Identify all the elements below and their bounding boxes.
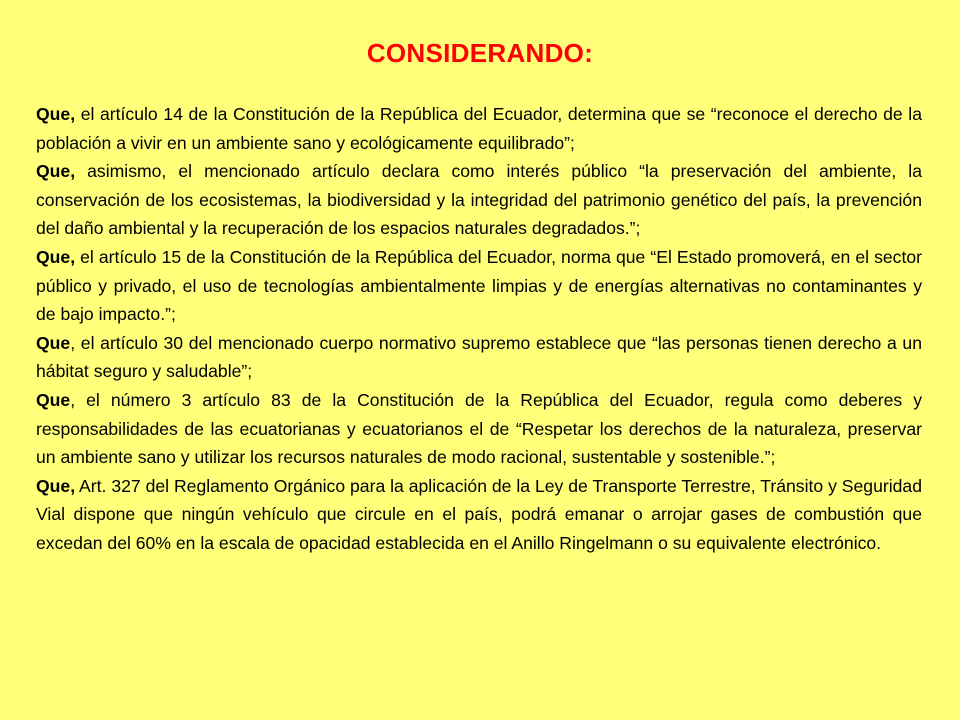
paragraph: [36, 386, 922, 472]
paragraph-lead: Que,: [36, 475, 76, 496]
paragraph: [36, 157, 922, 243]
paragraph: [36, 329, 922, 386]
slide-title: CONSIDERANDO:: [366, 38, 594, 68]
paragraph-text: el artículo 14 de la Constitución de la República del Ecuador, determina que se “reconoce el derecho de la población a vivir en un ambiente sano y ecológicamente equilibrado”;: [36, 104, 922, 153]
paragraph-lead: Que: [36, 332, 71, 353]
considerando-body: [36, 100, 922, 558]
paragraph-lead: Que,: [36, 104, 76, 124]
paragraph-text: , el artículo 30 del mencionado cuerpo normativo supremo establece que “las personas tienen derecho a un hábitat seguro y saludable”;: [36, 332, 922, 382]
paragraph: [36, 472, 922, 558]
paragraph-lead: Que,: [36, 246, 76, 267]
paragraph-lead: Que,: [36, 161, 76, 182]
paragraph-text: Art. 327 del Reglamento Orgánico para la aplicación de la Ley de Transporte Terrestre, Tránsito y Seguridad Vial dispone que ningún vehículo que circule en el país, podrá emanar o arrojar gases de combustión que excedan del 60% en la escala de opacidad establecida en el Anillo Ringelmann o su equivalente electrónico.: [36, 475, 922, 553]
paragraph-text: el artículo 15 de la Constitución de la República del Ecuador, norma que “El Estado promoverá, en el sector público y privado, el uso de tecnologías ambientalmente limpias y de energías alternativas no contaminantes y de bajo impacto.”;: [36, 246, 922, 325]
paragraph: [36, 243, 922, 329]
paragraph: [36, 100, 922, 157]
paragraph-text: , el número 3 artículo 83 de la Constitución de la República del Ecuador, regula como deberes y responsabilidades de las ecuatorianas y ecuatorianos el de “Respetar los derechos de la naturaleza, preservar un ambiente sano y utilizar los recursos naturales de modo racional, sustentable y sostenible.”;: [36, 389, 922, 468]
paragraph-lead: Que: [36, 389, 71, 410]
paragraph-text: asimismo, el mencionado artículo declara como interés público “la preservación del ambiente, la conservación de los ecosistemas, la biodiversidad y la integridad del patrimonio genético del país, la prevención del daño ambiental y la recuperación de los espacios naturales degradados.”;: [36, 161, 922, 239]
